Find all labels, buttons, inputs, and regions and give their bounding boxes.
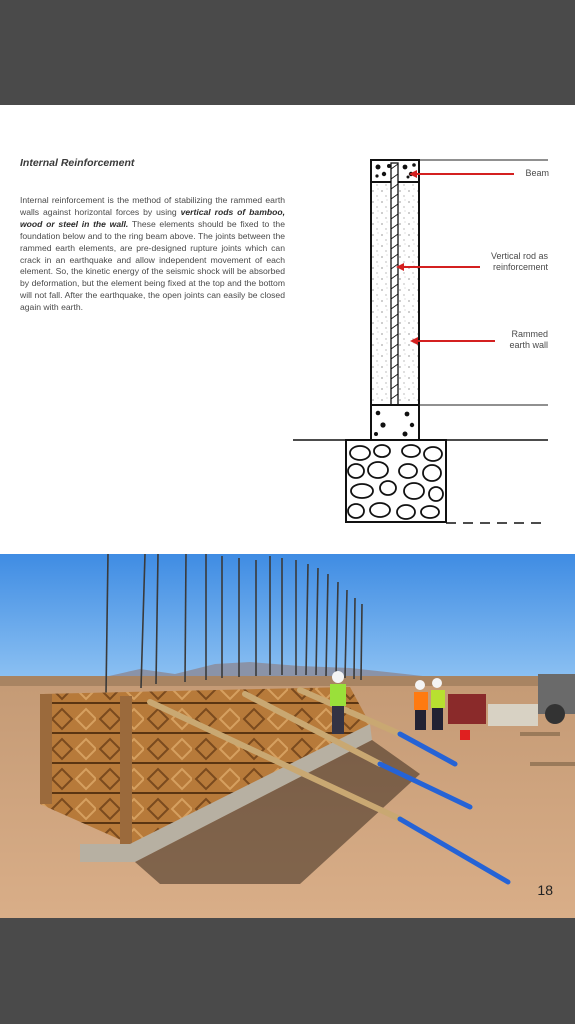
wall-section-diagram	[290, 155, 565, 527]
rammed-wall-label-line2: earth wall	[509, 340, 548, 350]
paragraph-text-2: These elements should be fixed to the foundation below and to the ring beam above. The joints between the rammed earth elements, are pre-designed rupture joints which can crack in an earthquake and allow independent movement of each element. So, the kinetic energy of the seismic shock will be absorbed by deformation, but the element being fixed at the top and the bottom will not fall. After the earthquake, the open joints can easily be closed again with earth.	[20, 218, 285, 313]
section-heading: Internal Reinforcement	[20, 157, 135, 169]
beam-label: Beam	[525, 168, 549, 178]
construction-site-photo	[0, 554, 575, 918]
paragraph-bold-text: vertical rods of bamboo, wood or steel in the wall.	[20, 206, 285, 229]
document-page	[0, 105, 575, 918]
viewer-bottom-bar	[0, 918, 575, 1024]
page-number: 18	[537, 882, 553, 898]
paragraph-text-1: Internal reinforcement is the method of stabilizing the rammed earth walls against horizontal forces by using	[20, 195, 285, 217]
section-paragraph	[20, 195, 285, 314]
vertical-rod-label	[491, 251, 548, 273]
viewer-top-bar	[0, 0, 575, 105]
construction-photo-illustration	[0, 554, 575, 918]
rammed-wall-label	[509, 329, 548, 351]
rammed-wall-label-line1: Rammed	[511, 329, 548, 339]
vertical-rod-label-line2: reinforcement	[492, 262, 548, 272]
vertical-rod-label-line1: Vertical rod as	[490, 251, 548, 261]
